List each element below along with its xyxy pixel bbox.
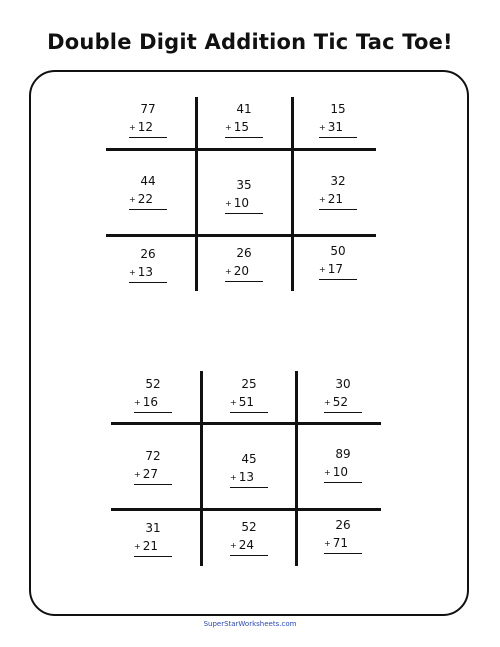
board-1-cell (308, 174, 368, 210)
board-2-cell (313, 447, 373, 483)
addend-top: 52 (145, 377, 161, 391)
addend-bottom: 15 (233, 120, 249, 134)
plus-sign: + (134, 542, 141, 551)
plus-sign: + (230, 398, 237, 407)
addend-top: 26 (140, 247, 156, 261)
addend-bottom: 21 (142, 539, 158, 553)
board-2-cell (123, 521, 183, 557)
board-1-cell (214, 246, 274, 282)
addend-top: 26 (335, 518, 351, 532)
addend-top: 52 (241, 520, 257, 534)
plus-sign: + (319, 265, 326, 274)
addend-top: 25 (241, 377, 257, 391)
addend-bottom: 52 (332, 395, 348, 409)
board-1-vertical-line-left (195, 97, 198, 291)
board-1-horizontal-line-top (106, 148, 376, 151)
plus-sign: + (134, 470, 141, 479)
plus-sign: + (324, 398, 331, 407)
board-2-cell (123, 377, 183, 413)
addend-bottom: 24 (238, 538, 254, 552)
board-1-cell (308, 102, 368, 138)
addend-top: 44 (140, 174, 156, 188)
addend-bottom: 51 (238, 395, 254, 409)
addend-bottom: 10 (332, 465, 348, 479)
plus-sign: + (225, 199, 232, 208)
addend-bottom: 13 (238, 470, 254, 484)
board-2-cell (219, 520, 279, 556)
board-2-vertical-line-right (295, 371, 298, 566)
plus-sign: + (319, 123, 326, 132)
plus-sign: + (129, 195, 136, 204)
addend-bottom: 12 (137, 120, 153, 134)
addend-top: 31 (145, 521, 161, 535)
addend-top: 50 (330, 244, 346, 258)
board-1-cell (214, 102, 274, 138)
addend-bottom: 13 (137, 265, 153, 279)
addend-bottom: 20 (233, 264, 249, 278)
board-2-vertical-line-left (200, 371, 203, 566)
plus-sign: + (134, 398, 141, 407)
addend-bottom: 27 (142, 467, 158, 481)
addend-top: 45 (241, 452, 257, 466)
addend-top: 30 (335, 377, 351, 391)
board-2-cell (219, 452, 279, 488)
addend-top: 41 (236, 102, 252, 116)
addend-bottom: 10 (233, 196, 249, 210)
plus-sign: + (225, 267, 232, 276)
board-2-cell (123, 449, 183, 485)
plus-sign: + (324, 539, 331, 548)
addend-top: 26 (236, 246, 252, 260)
plus-sign: + (230, 473, 237, 482)
board-1-cell (308, 244, 368, 280)
addend-bottom: 16 (142, 395, 158, 409)
board-2-horizontal-line-bottom (111, 508, 381, 511)
board-2-horizontal-line-top (111, 422, 381, 425)
addend-bottom: 17 (327, 262, 343, 276)
board-1-cell (214, 178, 274, 214)
board-1-cell (118, 247, 178, 283)
footer-website: SuperStarWorksheets.com (203, 620, 297, 628)
addend-top: 89 (335, 447, 351, 461)
addend-bottom: 22 (137, 192, 153, 206)
addend-top: 35 (236, 178, 252, 192)
addend-top: 32 (330, 174, 346, 188)
board-1-vertical-line-right (291, 97, 294, 291)
plus-sign: + (129, 268, 136, 277)
board-2-cell (313, 377, 373, 413)
addend-top: 77 (140, 102, 156, 116)
board-1-cell (118, 102, 178, 138)
plus-sign: + (129, 123, 136, 132)
addend-top: 72 (145, 449, 161, 463)
board-2-cell (313, 518, 373, 554)
addend-bottom: 71 (332, 536, 348, 550)
plus-sign: + (319, 195, 326, 204)
page-title: Double Digit Addition Tic Tac Toe! (47, 30, 453, 54)
addend-top: 15 (330, 102, 346, 116)
plus-sign: + (230, 541, 237, 550)
board-1-cell (118, 174, 178, 210)
addend-bottom: 21 (327, 192, 343, 206)
plus-sign: + (324, 468, 331, 477)
addend-bottom: 31 (327, 120, 343, 134)
board-1-horizontal-line-bottom (106, 234, 376, 237)
board-2-cell (219, 377, 279, 413)
plus-sign: + (225, 123, 232, 132)
